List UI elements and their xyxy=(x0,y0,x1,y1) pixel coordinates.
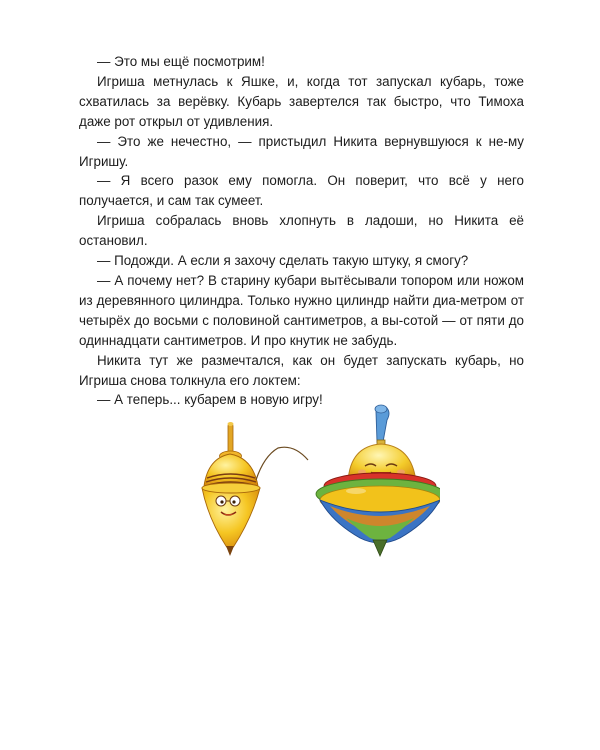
paragraph: Никита тут же размечтался, как он будет запускать кубарь, но Игриша снова толкнула его локтем: xyxy=(79,352,524,388)
paragraph: — Это мы ещё посмотрим! xyxy=(97,54,265,69)
paragraph: — А почему нет? В старину кубари вытёсывали топором или ножом из деревянного цилиндра. Только нужно цилиндр найти диа-метром от четырёх до восьми с половиной сантиметров, а вы-сотой — от пяти до одиннадцати сантиметров. И про кнутик не забудь. xyxy=(79,272,524,348)
paragraph: — Это же нечестно, — пристыдил Никита вернувшуюся к не-му Игришу. xyxy=(79,133,524,169)
striped-spinning-top-icon xyxy=(316,405,440,556)
wooden-spinning-top-icon xyxy=(202,422,308,556)
paragraph: Игриша метнулась к Яшке, и, когда тот запускал кубарь, тоже схватилась за верёвку. Кубарь завертелся так быстро, что Тимоха даже рот открыл от удивления. xyxy=(79,73,524,129)
paragraph: — Я всего разок ему помогла. Он поверит, что всё у него получается, и сам так сумеет. xyxy=(79,173,524,209)
spinning-tops-illustration xyxy=(190,396,440,571)
paragraph: — А теперь... кубарем в новую игру! xyxy=(97,392,323,408)
story-text xyxy=(79,52,524,410)
paragraph: Игриша собралась вновь хлопнуть в ладоши, но Никита её остановил. xyxy=(79,213,524,249)
paragraph: — Подожди. А если я захочу сделать такую штуку, я смогу? xyxy=(97,253,469,269)
